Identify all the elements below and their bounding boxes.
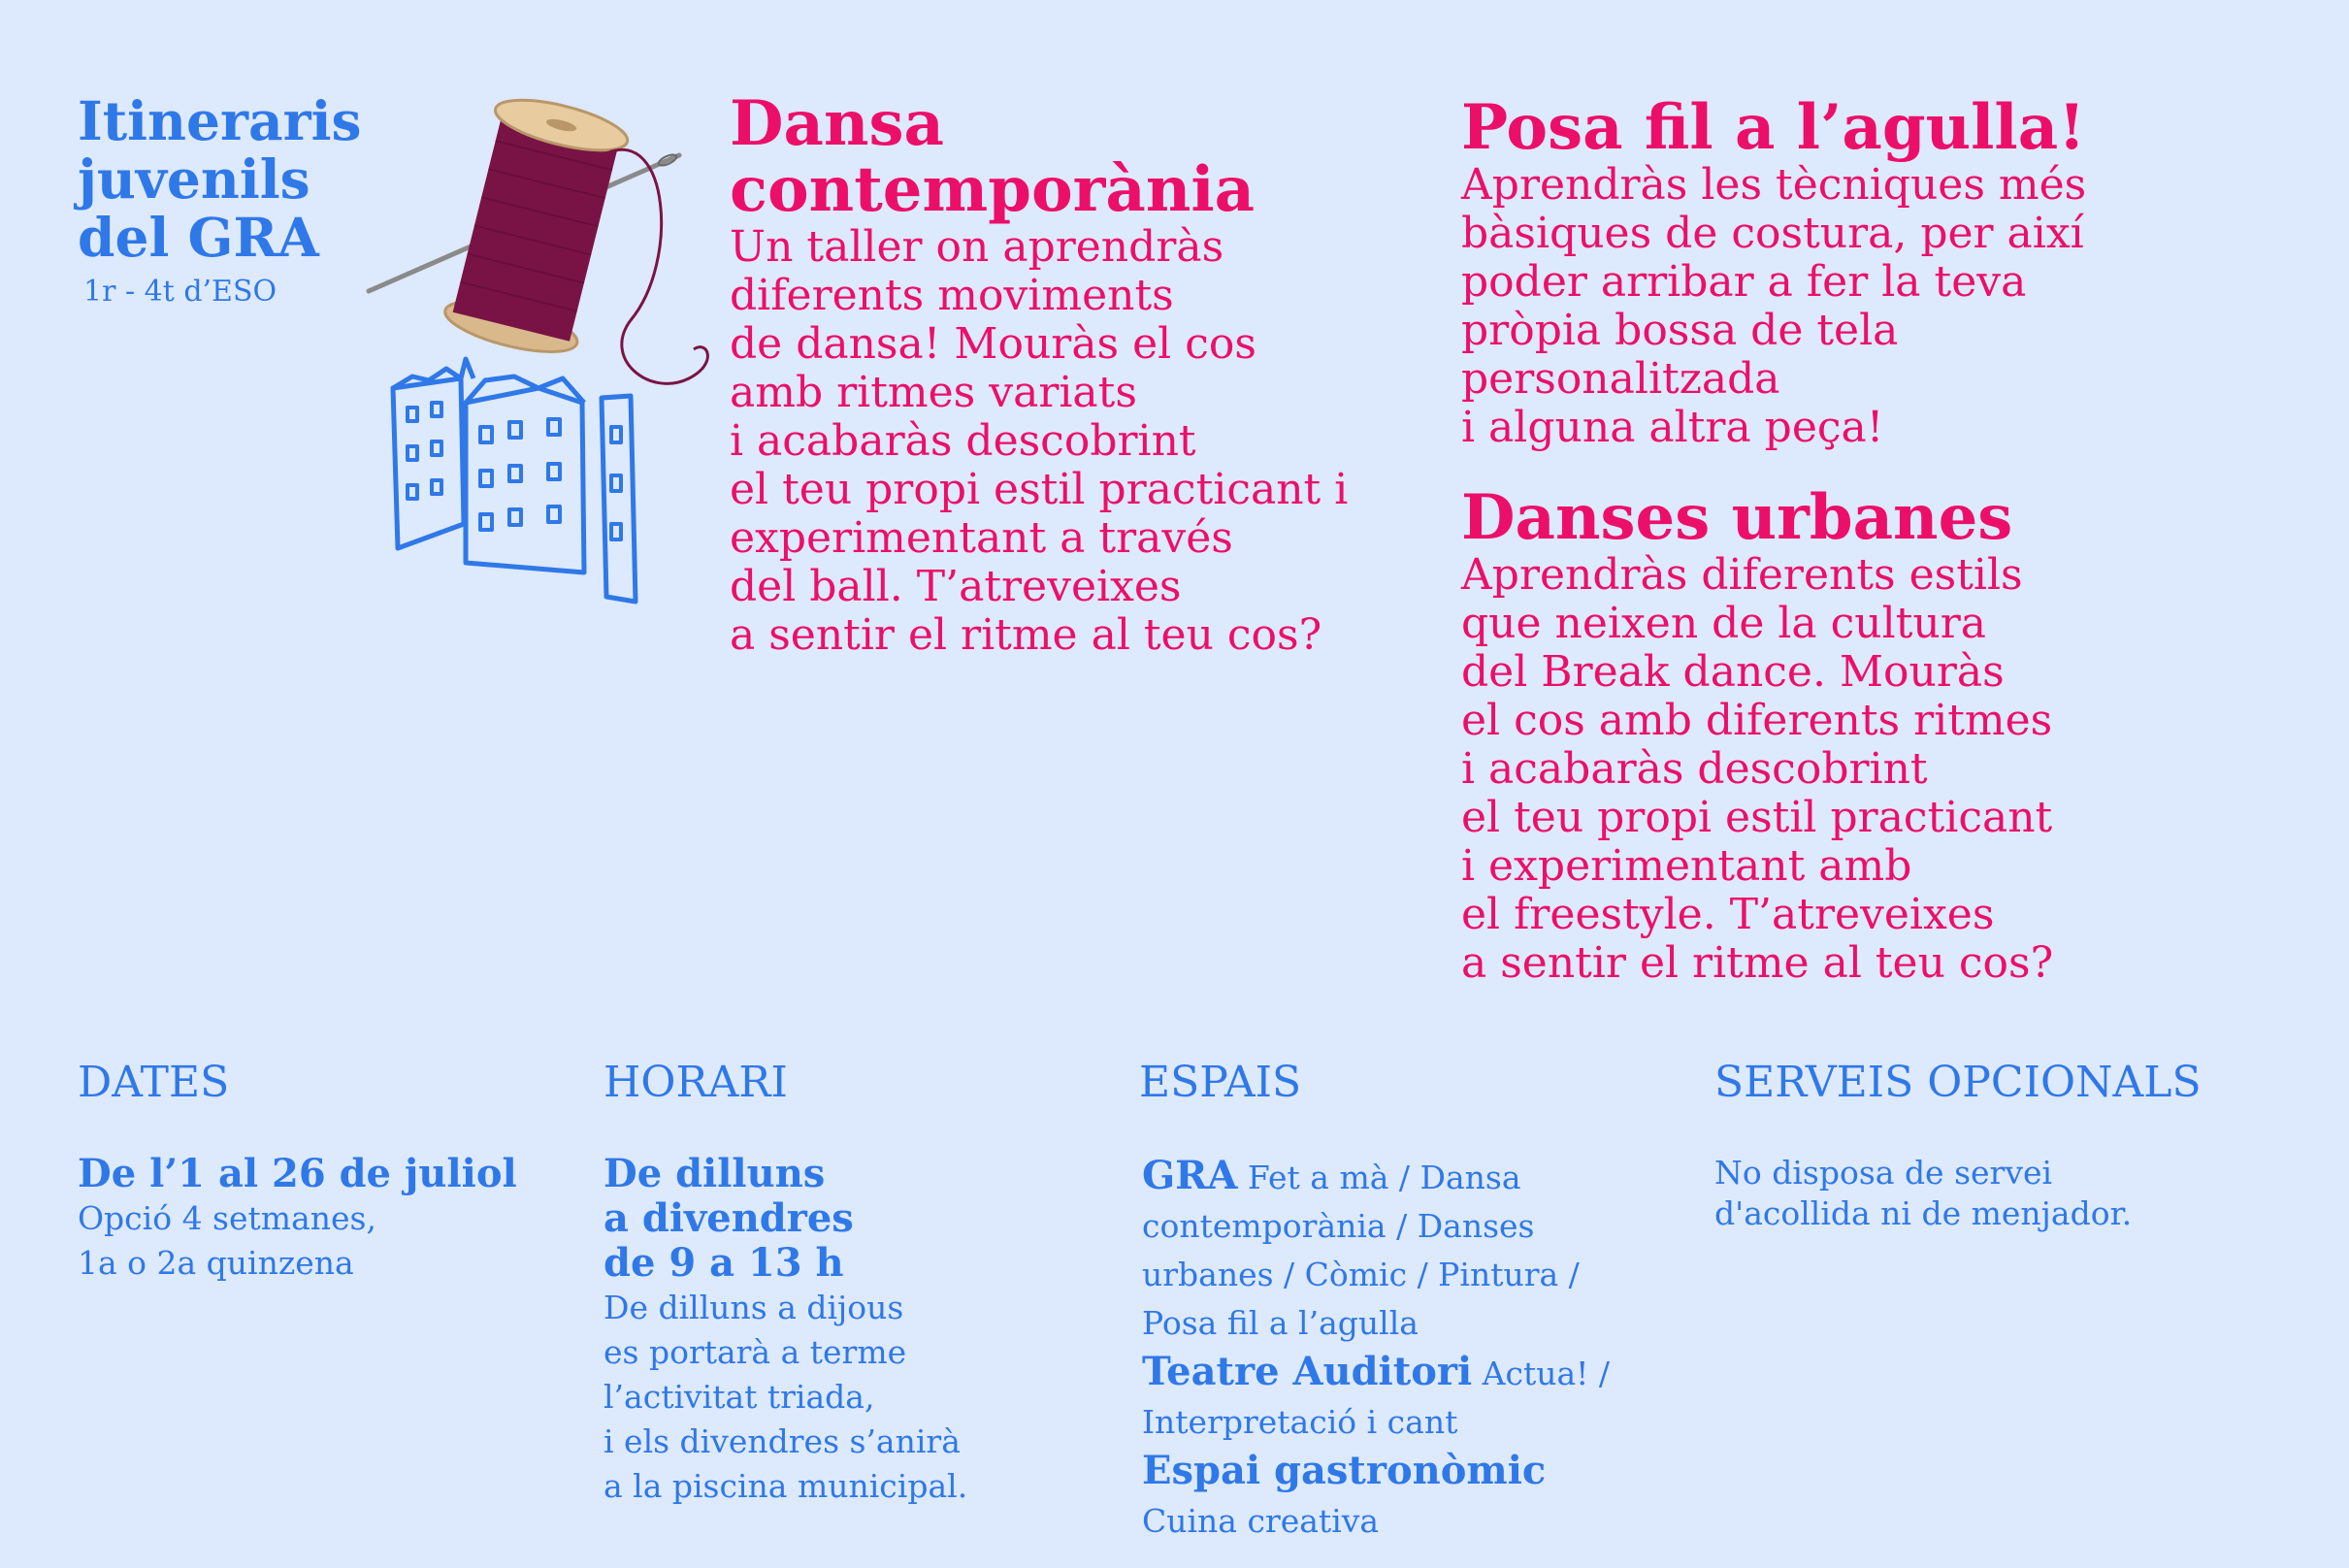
horari-strong-line: de 9 a 13 h [604,1240,844,1286]
activity-text-line: personalitzada [1461,354,1780,404]
brand-title-line: juvenils [78,147,310,211]
activity-text-line: el teu propi estil practicant i [730,465,1349,514]
espai-gra-text: Fet a mà / Dansa [1237,1159,1521,1196]
buildings-sketch-icon [393,359,636,602]
dates-block [78,1152,517,1286]
activity-text-line: pròpia bossa de tela [1461,306,1899,355]
espai-gra-line: urbanes / Còmic / Pintura / [1142,1256,1580,1293]
espai-gastro-name: Espai gastronòmic [1142,1448,1547,1493]
activity-text-line: experimentant a través [730,513,1233,563]
dates-line: 1a o 2a quinzena [78,1244,354,1282]
horari-heading: HORARI [604,1058,788,1107]
horari-line: De dilluns a dijous [604,1289,904,1326]
horari-line: l’activitat triada, [604,1378,875,1416]
horari-strong-line: De dilluns [604,1151,826,1196]
serveis-line: No disposa de servei [1714,1154,2053,1192]
thread-spool-needle-icon [369,90,707,384]
activity-text-line: el freestyle. T’atreveixes [1461,890,1995,939]
activity-title: Posa fil a l’agulla! [1461,91,2086,164]
espai-gra-line: contemporània / Danses [1142,1207,1535,1245]
espais-heading: ESPAIS [1139,1058,1302,1107]
activity-text-line: a sentir el ritme al teu cos? [1461,938,2054,988]
activity-text-line: poder arribar a fer la teva [1461,257,2027,307]
activity-title [730,87,1348,226]
espai-gastro [1142,1447,1610,1497]
activity-text-line: diferents moviments [730,271,1174,320]
serveis-block [1714,1153,2132,1234]
activity-text-line: de dansa! Mouràs el cos [730,319,1256,369]
horari-line: i els divendres s’anirà [604,1422,961,1460]
espai-teatre-line: Interpretació i cant [1142,1403,1458,1441]
brand-subtitle: 1r - 4t d’ESO [83,275,277,309]
activity-text-line: amb ritmes variats [730,368,1137,417]
activity-title: Danses urbanes [1461,481,2013,554]
dates-line: Opció 4 setmanes, [78,1199,376,1237]
activity-text-line: a sentir el ritme al teu cos? [730,610,1322,660]
activity-text-line: i experimentant amb [1461,841,1912,891]
activity-text-line: del ball. T’atreveixes [730,562,1182,611]
activity-fil [1461,91,2087,452]
activity-text-line: i acabaràs descobrint [730,416,1196,466]
activity-dansa [730,87,1349,660]
activity-text-line: i alguna altra peça! [1461,403,1884,452]
illustration [359,68,728,621]
espai-gra-name: GRA [1142,1153,1238,1198]
espai-teatre-name: Teatre Auditori [1142,1349,1473,1394]
espai-gastro-line: Cuina creativa [1142,1502,1380,1540]
activity-title-line: contemporània [730,153,1256,226]
espai-teatre-text: Actua! / [1472,1355,1611,1392]
activity-urbanes [1461,481,2054,988]
horari-strong-line: a divendres [604,1195,854,1241]
activity-title-line: Dansa [730,87,944,160]
activity-text-line: el teu propi estil practicant [1461,793,2053,842]
activity-text-line: Un taller on aprendràs [730,222,1224,272]
dates-range: De l’1 al 26 de juliol [78,1151,517,1196]
activity-text-line: i acabaràs descobrint [1461,744,1928,794]
horari-line: es portarà a terme [604,1333,907,1371]
horari-block [604,1152,967,1509]
activity-text-line: del Break dance. Mouràs [1461,647,2005,697]
espai-teatre [1142,1348,1610,1398]
activity-text-line: el cos amb diferents ritmes [1461,696,2053,745]
serveis-heading: SERVEIS OPCIONALS [1714,1058,2202,1107]
brand-title [78,89,362,269]
dates-heading: DATES [78,1058,230,1107]
espai-gra-line: Posa fil a l’agulla [1142,1304,1419,1342]
serveis-line: d'acollida ni de menjador. [1714,1194,2133,1232]
activity-text-line: Aprendràs diferents estils [1461,550,2023,600]
espai-gra [1142,1152,1610,1202]
activity-text-line: bàsiques de costura, per així [1461,209,2084,258]
brand-title-line: Itineraris [78,89,362,152]
activity-text-line: que neixen de la cultura [1461,599,1986,648]
horari-line: a la piscina municipal. [604,1467,968,1505]
activity-text-line: Aprendràs les tècniques més [1461,160,2087,210]
brand-title-line: del GRA [78,206,319,269]
espais-block [1142,1152,1610,1546]
